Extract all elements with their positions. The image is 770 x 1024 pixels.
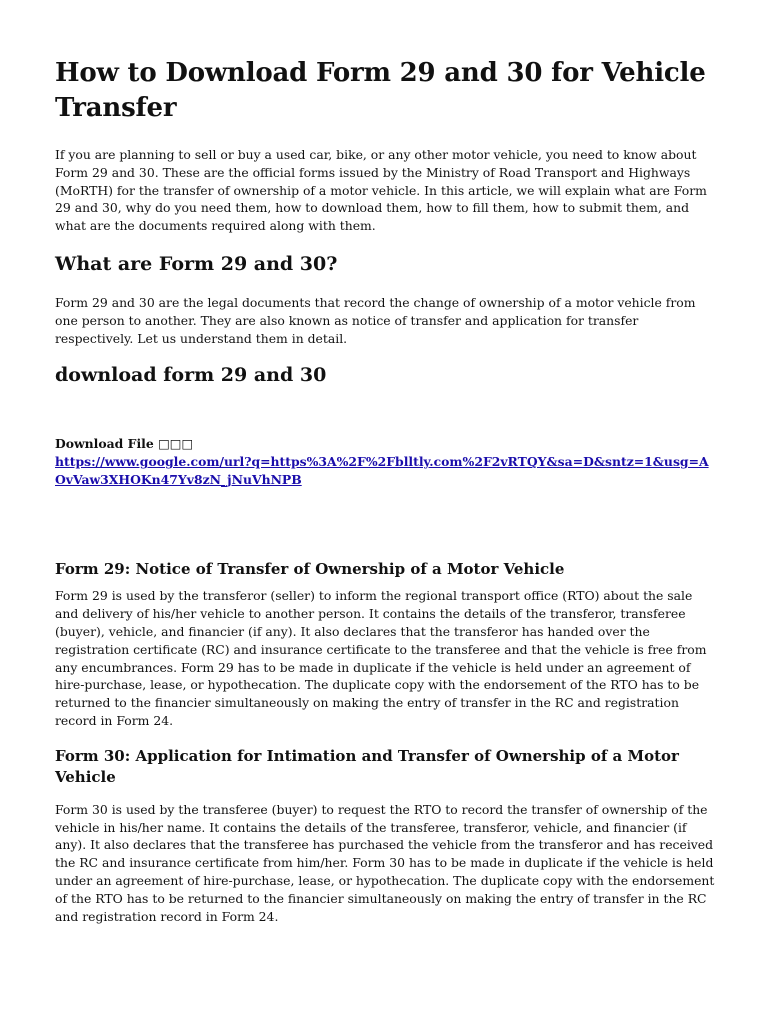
download-file-label: Download File — [55, 436, 154, 452]
form-29-paragraph: Form 29 is used by the transferor (seller) to inform the regional transport office (RTO) about the sale and delivery of his/her vehicle to another person. It contains the details of the transferor, transferee (buyer), vehicle, and financier (if any). It also declares that the transferor has handed over the registration certificate (RC) and insurance certificate to the transferee and that the vehicle is free from any encumbrances. Form 29 has to be made in duplicate if the vehicle is held under an agreement of hire-purchase, lease, or hypothecation. The duplicate copy with the endorsement of the RTO has to be returned to the financier simultaneously on making the entry of transfer in the RC and registration record in Form 24. — [55, 588, 707, 728]
heading-form-30: Form 30: Application for Intimation and Transfer of Ownership of a Motor Vehicle — [55, 746, 679, 786]
intro-paragraph: If you are planning to sell or buy a used car, bike, or any other motor vehicle, you need to know about Form 29 and 30. These are the official forms issued by the Ministry of Road Transport and Highways (MoRTH) for the transfer of ownership of a motor vehicle. In this article, we will explain what are Form 29 and 30, why do you need them, how to download them, how to fill them, how to submit them, and what are the documents required along with them. — [55, 147, 707, 234]
what-are-forms-paragraph: Form 29 and 30 are the legal documents that record the change of ownership of a motor vehicle from one person to another. They are also known as notice of transfer and application for transfer respectively. Let us understand them in detail. — [55, 294, 696, 346]
heading-form-29: Form 29: Notice of Transfer of Ownership of a Motor Vehicle — [55, 560, 565, 579]
document-page — [55, 56, 717, 925]
form-30-paragraph: Form 30 is used by the transferee (buyer) to request the RTO to record the transfer of ownership of the vehicle in his/her name. It contains the details of the transferee, transferor, vehicle, and financier (if any). It also declares that the transferee has purchased the vehicle from the transferor and has received the RC and insurance certificate from him/her. Form 30 has to be made in duplicate if the vehicle is held under an agreement of hire-purchase, lease, or hypothecation. The duplicate copy with the endorsement of the RTO has to be returned to the financier simultaneously on making the entry of transfer in the RC and registration record in Form 24. — [55, 801, 715, 924]
download-file-link[interactable]: https://www.google.com/url?q=https%3A%2F%2Fblltly.com%2F2vRTQY&sa=D&sntz=1&usg=AOvVaw3XHOKn47Yv8zN_jNuVhNPB — [55, 454, 709, 488]
heading-download-forms: download form 29 and 30 — [55, 364, 327, 387]
heading-what-are-forms: What are Form 29 and 30? — [55, 252, 338, 275]
download-file-glyphs: □□□ — [158, 436, 194, 452]
page-title: How to Download Form 29 and 30 for Vehicle Transfer — [55, 58, 706, 123]
download-file-block — [55, 435, 717, 489]
